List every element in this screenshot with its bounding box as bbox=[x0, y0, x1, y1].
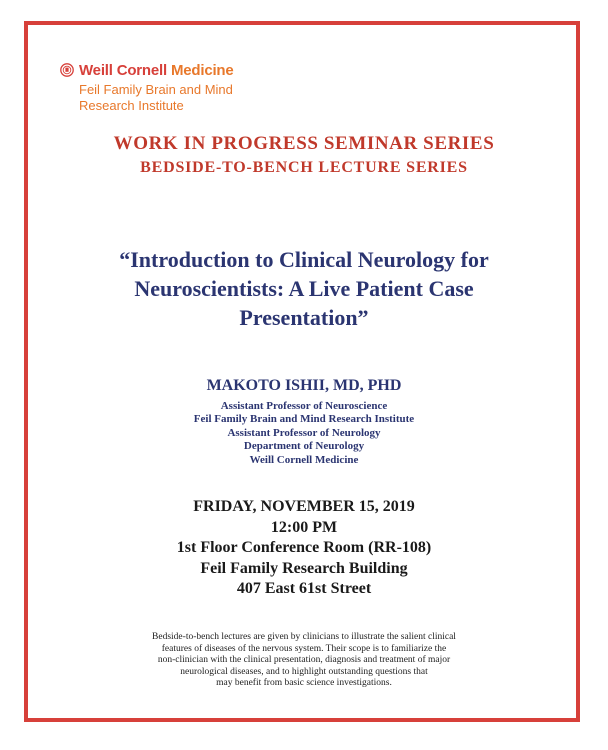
speaker-name: MAKOTO ISHII, MD, PHD bbox=[206, 377, 402, 394]
speaker-role: Weill Cornell Medicine bbox=[249, 453, 359, 466]
event-address: 407 East 61st Street bbox=[236, 580, 372, 597]
event-building: Feil Family Research Building bbox=[200, 559, 408, 577]
description-line: features of diseases of the nervous system. Their scope is to familiarize the bbox=[161, 643, 447, 654]
seal-icon bbox=[60, 63, 74, 77]
speaker-roles bbox=[0, 400, 608, 467]
page-border bbox=[24, 21, 580, 722]
description-line: Bedside-to-bench lectures are given by clinicians to illustrate the salient clinical bbox=[152, 632, 456, 642]
speaker-role: Assistant Professor of Neurology bbox=[227, 426, 381, 439]
institute-line-1: Feil Family Brain and Mind bbox=[79, 82, 233, 97]
description-line: may benefit from basic science investigations. bbox=[216, 678, 392, 688]
talk-title-line: Neuroscientists: A Live Patient Case bbox=[134, 276, 474, 301]
event-room: 1st Floor Conference Room (RR-108) bbox=[176, 539, 432, 556]
institute-line-2: Research Institute bbox=[79, 98, 184, 113]
talk-title-line: “Introduction to Clinical Neurology for bbox=[119, 247, 489, 272]
description-line: neurological diseases, and to highlight outstanding questions that bbox=[180, 666, 428, 677]
description-line: non-clinician with the clinical presentation, diagnosis and treatment of major bbox=[157, 655, 451, 665]
speaker-role: Assistant Professor of Neuroscience bbox=[220, 400, 388, 412]
event-date: FRIDAY, NOVEMBER 15, 2019 bbox=[193, 498, 415, 515]
talk-title-line: Presentation” bbox=[239, 305, 369, 330]
series-title-2: BEDSIDE-TO-BENCH LECTURE SERIES bbox=[140, 159, 468, 176]
series-description bbox=[0, 632, 608, 690]
event-details bbox=[0, 497, 608, 600]
series-title-1: WORK IN PROGRESS SEMINAR SERIES bbox=[113, 133, 495, 154]
talk-title bbox=[0, 245, 608, 332]
event-time: 12:00 PM bbox=[270, 518, 338, 536]
speaker-role: Feil Family Brain and Mind Research Institute bbox=[193, 413, 415, 426]
brand-name-part2: Medicine bbox=[170, 62, 234, 79]
speaker-role: Department of Neurology bbox=[243, 440, 365, 453]
brand-name bbox=[79, 62, 234, 79]
brand-name-part1: Weill Cornell bbox=[79, 62, 171, 79]
